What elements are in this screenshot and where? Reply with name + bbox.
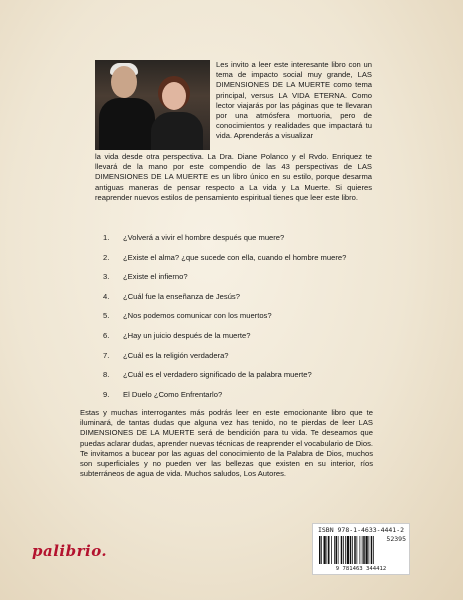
list-item: 1. ¿Volverá a vivir el hombre después que muere?: [103, 233, 285, 242]
list-item: 7. ¿Cuál es la religión verdadera?: [103, 350, 229, 360]
list-item: 2. ¿Existe el alma? ¿que sucede con ella, cuando el hombre muere?: [103, 252, 347, 262]
author-photo: [95, 60, 210, 150]
list-item: 3. ¿Existe el infierno?: [103, 272, 188, 282]
barcode: [312, 523, 410, 575]
intro-paragraph: Les invito a leer este interesante libro con un tema de impacto social muy grande, LAS DIMENSIONES DE LA MUERTE como tema principal, versus LA VIDA ETERNA. Como lector viajarás por las páginas que te llevaran por una atmósfera mortuoria, pero de conocimientos y realidades que impactará tu vida. Aprenderás a visualizar: [216, 60, 372, 141]
list-item: 5. ¿Nos podemos comunicar con los muertos?: [103, 311, 272, 321]
ean-text: 9 781463 344412: [335, 566, 387, 572]
list-item: 4. ¿Cuál fue la enseñanza de Jesús?: [103, 291, 240, 301]
intro-paragraph-continued: la vida desde otra perspectiva. La Dra. Diane Polanco y el Rvdo. Enriquez te llevará de la mano por este compendio de las 43 perspectivas de LAS DIMENSIONES DE LA MUERTE es un libro único en su estilo, porque desarma antiguas maneras de pensar respecto a La vida y La Muerte. Si quieres reaprender nuevos estilos de pensamiento espiritual tienes que leer este libro.: [95, 152, 372, 202]
list-item: 8. ¿Cuál es el verdadero significado de la palabra muerte?: [103, 370, 312, 380]
question-list: [103, 233, 383, 409]
list-item: 9. El Duelo ¿Como Enfrentarlo?: [103, 389, 223, 399]
publisher-logo: palibrio.: [32, 542, 108, 560]
price-code: 52395: [386, 535, 406, 543]
isbn-text: ISBN 978-1-4633-4441-2: [317, 526, 405, 534]
closing-paragraph: Estas y muchas interrogantes más podrás leer en este emocionante libro que te iluminará, de tantas dudas que alguna vez has tenido, no te pierdas de leer LAS DIMENSIONES DE LA MUERTE será de bendición para tu vida. Te deseamos que puedas aclarar dudas, aprender nuevas técnicas de reaprender el vocabulario de Dios. Te invitamos a bucear por las aguas del conocimiento de la Palabra de Dios, muchos son superficiales y no pueden ver las bellezas que existen en su interior, ríos subterráneos de agua de vida. Muchos saludos, Los Autores.: [80, 408, 373, 479]
barcode-bars: [319, 536, 391, 564]
list-item: 6. ¿Hay un juicio después de la muerte?: [103, 330, 251, 340]
